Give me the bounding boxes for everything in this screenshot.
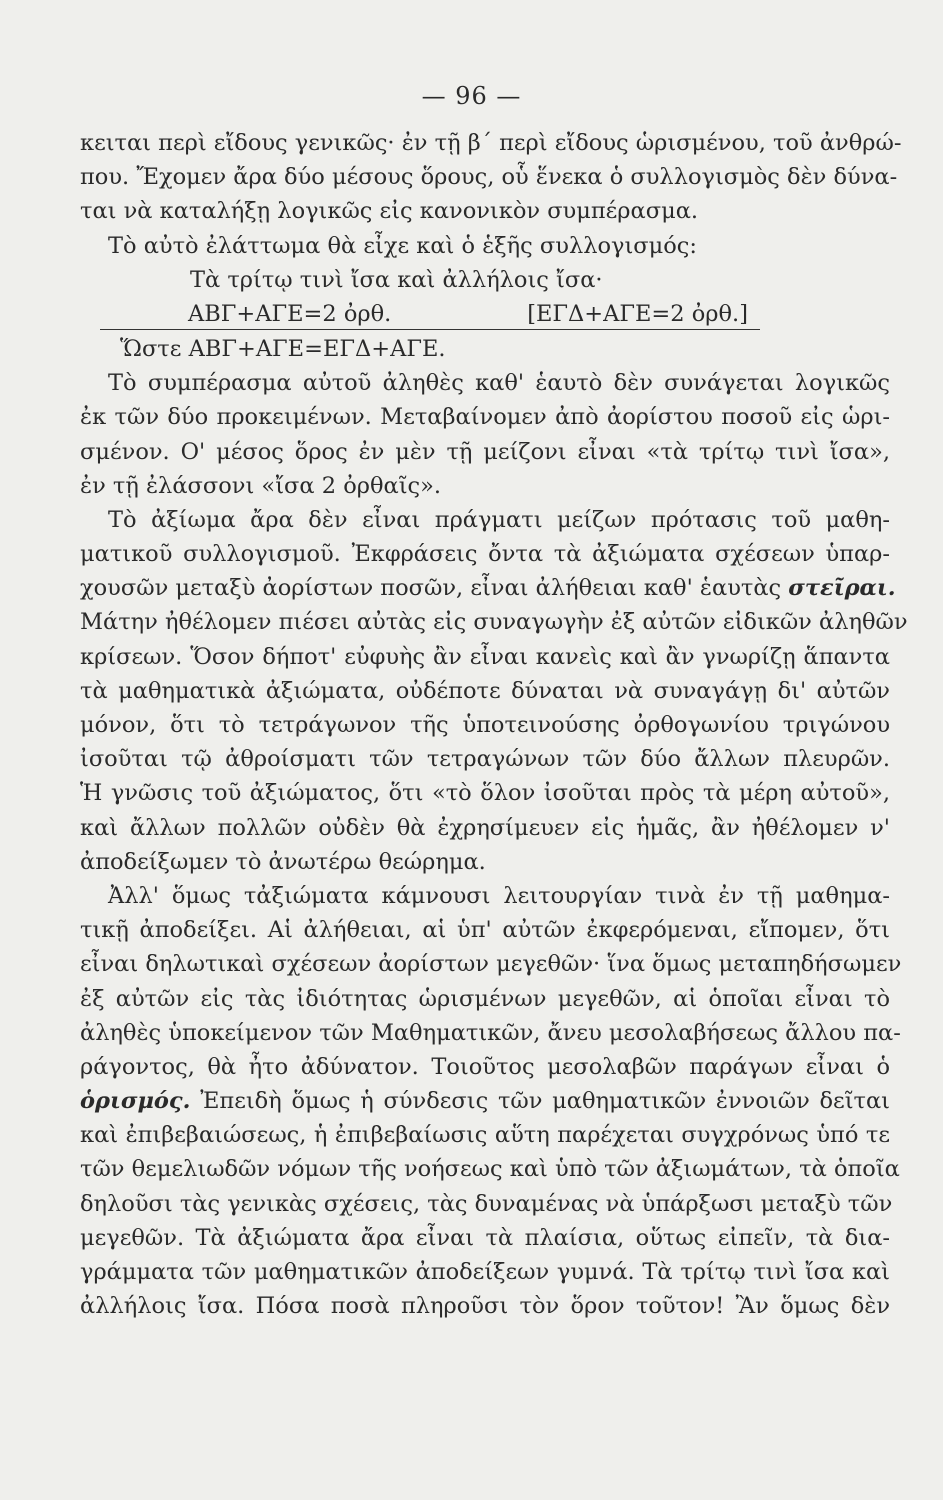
text-line: δηλοῦσι τὰς γενικὰς σχέσεις, τὰς δυναμένας νὰ ὑπάρξωσι μεταξὺ τῶν (80, 1190, 893, 1217)
text-line: ἀποδείξωμεν τὸ ἀνωτέρω θεώρημα. (80, 848, 486, 875)
text-line: ἰσοῦται τῷ ἀθροίσματι τῶν τετραγώνων τῶν δύο ἄλλων πλευρῶν. (80, 746, 890, 773)
text-line: τῶν θεμελιωδῶν νόμων τῆς νοήσεως καὶ ὑπὸ τῶν ἀξιωμάτων, τὰ ὁποῖα (80, 1156, 900, 1183)
syllogism-equation (100, 297, 760, 330)
text-line: σμένον. Ο' μέσος ὅρος ἐν μὲν τῇ μείζονι εἶναι «τὰ τρίτῳ τινὶ ἴσα», (80, 438, 890, 465)
text-line: μόνον, ὅτι τὸ τετράγωνον τῆς ὑποτεινούσης ὀρθογωνίου τριγώνου (80, 712, 890, 738)
text-line: ἀληθὲς ὑποκείμενον τῶν Μαθηματικῶν, ἄνευ μεσολαβήσεως ἄλλου πα- (80, 1019, 901, 1046)
conclusion-equation: Ὥστε ΑΒΓ+ΑΓΕ=ΕΓΔ+ΑΓΕ. (120, 335, 446, 362)
text-line (80, 571, 896, 605)
text-line: Τὸ αὐτὸ ἐλάττωμα θὰ εἶχε καὶ ὁ ἑξῆς συλλογισμός: (108, 232, 697, 259)
equation-left: ΑΒΓ+ΑΓΕ=2 ὀρθ. (188, 300, 392, 327)
emphasis-text: ὁρισμός. (80, 1088, 191, 1115)
text-line: ἐν τῇ ἐλάσσονι «ἴσα 2 ὀρθαῖς». (80, 472, 442, 499)
text-line: τικῇ ἀποδείξει. Αἱ ἀλήθειαι, αἱ ὑπ' αὐτῶν ἐκφερόμεναι, εἴπομεν, ὅτι (80, 917, 890, 944)
text-line: ἐξ αὐτῶν εἰς τὰς ἰδιότητας ὡρισμένων μεγεθῶν, αἱ ὁποῖαι εἶναι τὸ (80, 985, 890, 1012)
text-line: τὰ μαθηματικὰ ἀξιώματα, οὐδέποτε δύναται νὰ συναγάγῃ δι' αὐτῶν (80, 677, 890, 704)
text-line: Ἡ γνῶσις τοῦ ἀξιώματος, ὅτι «τὸ ὅλον ἰσοῦται πρὸς τὰ μέρη αὐτοῦ», (80, 780, 890, 807)
text-line: γράμματα τῶν μαθηματικῶν ἀποδείξεων γυμνά. Τὰ τρίτῳ τινὶ ἴσα καὶ (80, 1259, 890, 1285)
text-line: μεγεθῶν. Τὰ ἀξιώματα ἄρα εἶναι τὰ πλαίσια, οὕτως εἰπεῖν, τὰ δια- (80, 1224, 890, 1251)
text-line: καὶ ἐπιβεβαιώσεως, ἡ ἐπιβεβαίωσις αὕτη παρέχεται συγχρόνως ὑπό τε (80, 1122, 890, 1149)
text-line: ἀλλήλοις ἴσα. Πόσα ποσὰ πληροῦσι τὸν ὅρον τοῦτον! Ἂν ὅμως δὲν (80, 1293, 890, 1320)
text-line: ται νὰ καταλήξῃ λογικῶς εἰς κανονικὸν συμπέρασμα. (80, 198, 699, 225)
emphasis-text: στεῖραι. (788, 575, 896, 602)
text-line: Τὸ συμπέρασμα αὐτοῦ ἀληθὲς καθ' ἑαυτὸ δὲν συνάγεται λογικῶς (108, 370, 890, 397)
text-line: Ἀλλ' ὅμως τἀξιώματα κάμνουσι λειτουργίαν τινὰ ἐν τῇ μαθημα- (108, 882, 890, 909)
text-line: Τὰ τρίτῳ τινὶ ἴσα καὶ ἀλλήλοις ἴσα· (190, 266, 603, 293)
text-line: καὶ ἄλλων πολλῶν οὐδὲν θὰ ἐχρησίμευεν εἰς ἡμᾶς, ἂν ἠθέλομεν ν' (80, 814, 890, 841)
text-line: ἐκ τῶν δύο προκειμένων. Μεταβαίνομεν ἀπὸ ἀορίστου ποσοῦ εἰς ὡρι- (80, 404, 890, 431)
text-line: κρίσεων. Ὅσον δήποτ' εὐφυὴς ἂν εἶναι κανεὶς καὶ ἂν γνωρίζῃ ἅπαντα (80, 643, 890, 670)
text-span: Ἐπειδὴ ὅμως ἡ σύνδεσις τῶν μαθηματικῶν ἐννοιῶν δεῖται (190, 1088, 890, 1115)
text-line: που. Ἔχομεν ἄρα δύο μέσους ὅρους, οὗ ἕνεκα ὁ συλλογισμὸς δὲν δύνα- (80, 164, 898, 191)
text-line: Τὸ ἀξίωμα ἄρα δὲν εἶναι πράγματι μείζων πρότασις τοῦ μαθη- (108, 506, 890, 533)
page-number: — 96 — (421, 82, 522, 110)
text-line: ματικοῦ συλλογισμοῦ. Ἐκφράσεις ὄντα τὰ ἀξιώματα σχέσεων ὑπαρ- (80, 541, 890, 568)
body-text (80, 126, 908, 1323)
text-line: Μάτην ἠθέλομεν πιέσει αὐτὰς εἰς συναγωγὴν ἐξ αὐτῶν εἰδικῶν ἀληθῶν (80, 609, 908, 636)
text-span: χουσῶν μεταξὺ ἀορίστων ποσῶν, εἶναι ἀλήθειαι καθ' ἑαυτὰς (80, 575, 789, 602)
text-line (80, 1084, 890, 1118)
text-line: ράγοντος, θὰ ἦτο ἀδύνατον. Τοιοῦτος μεσολαβῶν παράγων εἶναι ὁ (80, 1053, 890, 1080)
equation-right: [ΕΓΔ+ΑΓΕ=2 ὀρθ.] (527, 300, 748, 327)
text-line: κειται περὶ εἴδους γενικῶς· ἐν τῇ β΄ περὶ εἴδους ὡρισμένου, τοῦ ἀνθρώ- (80, 130, 902, 156)
text-line: εἶναι δηλωτικαὶ σχέσεων ἀορίστων μεγεθῶν· ἵνα ὅμως μεταπηδήσωμεν (80, 951, 902, 978)
